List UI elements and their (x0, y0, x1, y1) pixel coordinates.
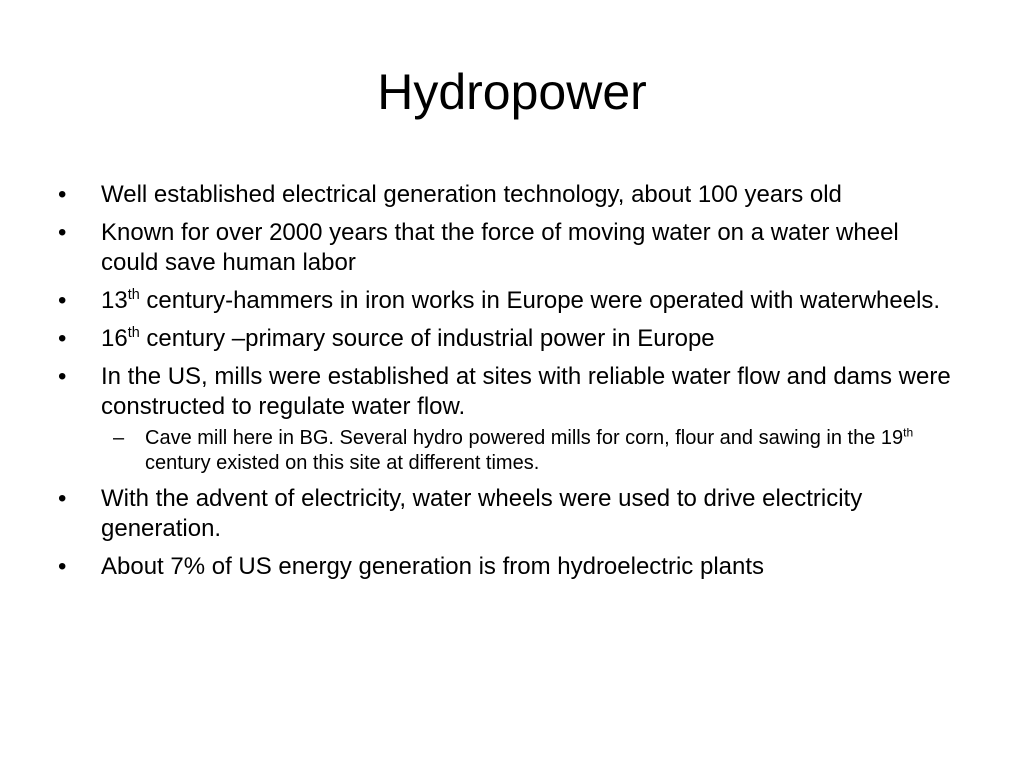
bullet-item (56, 286, 956, 316)
bullet-item (56, 552, 956, 582)
slide-title: Hydropower (377, 64, 647, 120)
bullet-text: Known for over 2000 years that the force of moving water on a water wheel could save human labor (101, 219, 899, 276)
bullet-item (56, 362, 956, 476)
bullet-text-sup: th (127, 287, 140, 303)
bullet-marker: • (58, 219, 67, 246)
sub-bullet-item (101, 426, 956, 476)
sub-bullet-text-post: century existed on this site at different times. (145, 452, 540, 474)
bullet-text-pre: 13 (101, 287, 128, 314)
bullet-text: With the advent of electricity, water wheels were used to drive electricity generation. (101, 485, 863, 542)
bullet-text-sup: th (127, 325, 140, 341)
sub-bullet-text-pre: Cave mill here in BG. Several hydro powered mills for corn, flour and sawing in the 19 (145, 427, 904, 449)
bullet-item (56, 324, 956, 354)
bullet-text: About 7% of US energy generation is from hydroelectric plants (101, 553, 765, 580)
bullet-item (56, 484, 956, 544)
sub-bullet-list (101, 426, 956, 476)
bullet-marker: • (58, 363, 67, 390)
bullet-list (56, 180, 956, 590)
bullet-text-pre: 16 (101, 325, 128, 352)
bullet-text: Well established electrical generation technology, about 100 years old (101, 181, 842, 208)
bullet-marker: • (58, 287, 67, 314)
sub-bullet-marker: – (113, 427, 125, 449)
bullet-item (56, 218, 956, 278)
bullet-text-post: century-hammers in iron works in Europe were operated with waterwheels. (139, 287, 941, 314)
bullet-marker: • (58, 553, 67, 580)
bullet-marker: • (58, 181, 67, 208)
bullet-marker: • (58, 325, 67, 352)
bullet-marker: • (58, 485, 67, 512)
bullet-text-post: century –primary source of industrial power in Europe (139, 325, 715, 352)
sub-bullet-text-sup: th (903, 425, 914, 440)
bullet-text: In the US, mills were established at sites with reliable water flow and dams were constructed to regulate water flow. (101, 363, 951, 420)
bullet-item (56, 180, 956, 210)
